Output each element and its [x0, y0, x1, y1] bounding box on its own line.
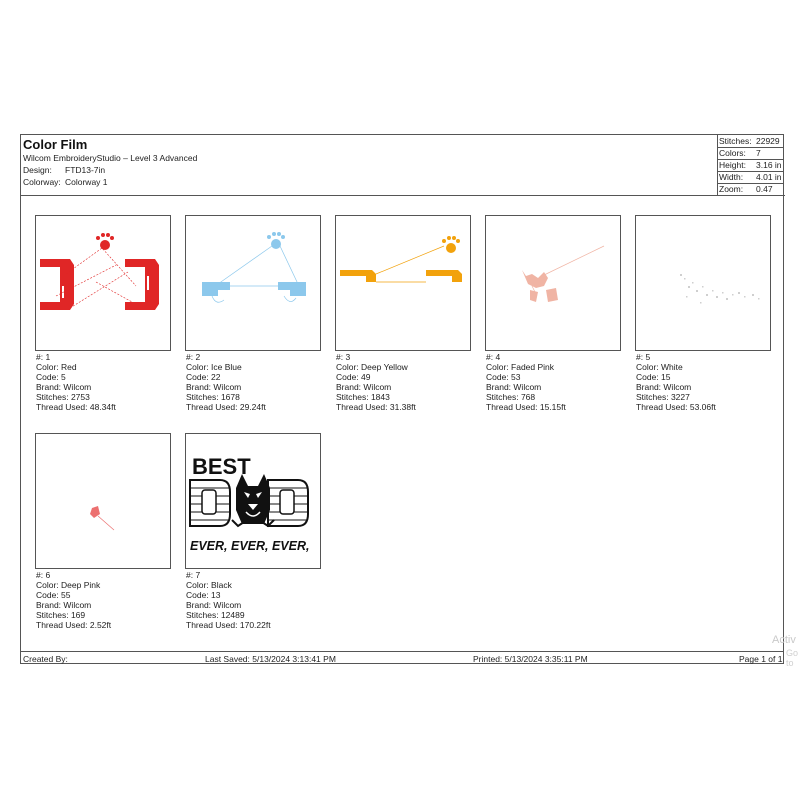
- stat-height: Height: 3.16 in: [719, 160, 782, 170]
- colorway-value: Colorway 1: [65, 177, 108, 187]
- stat-width: Width: 4.01 in: [719, 172, 782, 182]
- design-row: [23, 165, 105, 175]
- red-stitch-preview: [36, 216, 170, 350]
- printed-date: Printed: 5/13/2024 3:35:11 PM: [473, 654, 588, 664]
- best-text: BEST: [192, 454, 251, 479]
- color-info-3: #: 3 Color: Deep Yellow Code: 49 Brand: Wilcom Stitches: 1843 Thread Used: 31.38ft: [336, 352, 416, 412]
- color-brand: Brand: Wilcom: [36, 382, 92, 392]
- color-info-1: [36, 352, 116, 412]
- color-swatch-2: [185, 215, 321, 351]
- color-swatch-4: [485, 215, 621, 351]
- created-by: Created By:: [23, 654, 68, 664]
- color-swatch-6: [35, 433, 171, 569]
- color-stitches: Stitches: 2753: [36, 392, 90, 402]
- color-swatch-5: [635, 215, 771, 351]
- page-number: Page 1 of 1: [739, 654, 783, 664]
- ever-text: EVER, EVER, EVER,: [190, 539, 310, 553]
- design-stats: [718, 135, 785, 195]
- design-label: Design:: [23, 165, 52, 175]
- stat-colors: Colors: 7: [719, 148, 761, 158]
- color-thread: Thread Used: 48.34ft: [36, 402, 116, 412]
- stat-zoom: Zoom: 0.47: [719, 184, 773, 194]
- color-info-5: #: 5 Color: White Code: 15 Brand: Wilcom Stitches: 3227 Thread Used: 53.06ft: [636, 352, 716, 412]
- black-stitch-preview: [186, 434, 320, 568]
- colorway-label: Colorway:: [23, 177, 61, 187]
- stat-stitches: Stitches: 22929: [719, 136, 780, 146]
- activation-watermark-sub: Go to: [786, 648, 799, 668]
- activation-watermark: Activ: [772, 634, 796, 646]
- design-value: FTD13-7in: [65, 165, 106, 175]
- color-info-7: #: 7 Color: Black Code: 13 Brand: Wilcom Stitches: 12489 Thread Used: 170.22ft: [186, 570, 271, 630]
- white-stitch-preview: [636, 216, 770, 350]
- color-swatch-7: [185, 433, 321, 569]
- color-code: Code: 5: [36, 372, 66, 382]
- page-footer: [21, 651, 783, 666]
- last-saved: Last Saved: 5/13/2024 3:13:41 PM: [205, 654, 336, 664]
- color-info-4: #: 4 Color: Faded Pink Code: 53 Brand: Wilcom Stitches: 768 Thread Used: 15.15ft: [486, 352, 566, 412]
- software-name: Wilcom EmbroideryStudio – Level 3 Advanced: [23, 153, 198, 163]
- colorway-row: [23, 177, 108, 187]
- color-info-2: #: 2 Color: Ice Blue Code: 22 Brand: Wilcom Stitches: 1678 Thread Used: 29.24ft: [186, 352, 266, 412]
- color-swatch-3: [335, 215, 471, 351]
- color-name: Color: Red: [36, 362, 77, 372]
- color-info-6: #: 6 Color: Deep Pink Code: 55 Brand: Wilcom Stitches: 169 Thread Used: 2.52ft: [36, 570, 112, 630]
- color-swatch-1: [35, 215, 171, 351]
- page-title: Color Film: [23, 137, 88, 152]
- color-number: #: 1: [36, 352, 51, 362]
- deep-pink-stitch-preview: [36, 434, 170, 568]
- ice-blue-stitch-preview: [186, 216, 320, 350]
- deep-yellow-stitch-preview: [336, 216, 470, 350]
- faded-pink-stitch-preview: [486, 216, 620, 350]
- header-info: [21, 135, 718, 195]
